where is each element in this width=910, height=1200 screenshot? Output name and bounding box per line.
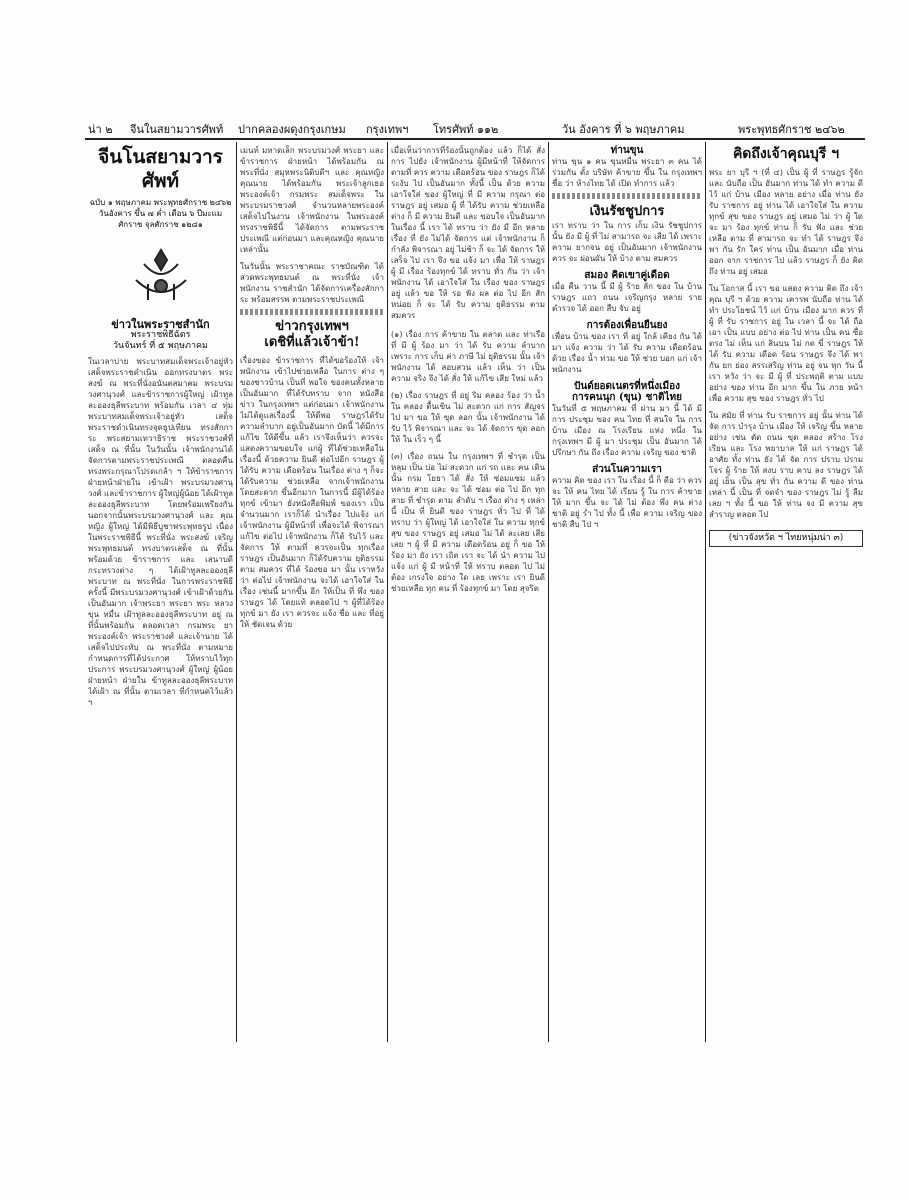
article-body: ท่าน ขุน ๑ คน ขุนหมื่น พระยา ๓ คน ได้ ร่วมกัน ตั้ง บริษัท ค้าขาย ขึ้น ใน กรุงเทพฯ ชื่อ ว่า ห้างไทย ได้ เปิด ทำการ แล้ว xyxy=(552,157,702,188)
page-label: น่า ๒ xyxy=(88,123,113,136)
section-heading: ข่าวกรุงเทพฯ xyxy=(275,319,349,334)
article-headline: การต้องเพื่อนยืนยง xyxy=(586,320,668,331)
date-line: วันจันทร์ ที่ ๕ พฤษภาคม xyxy=(113,341,208,351)
masthead-info: ศักราช จุลศักราช ๑๒๘๑ xyxy=(118,220,203,229)
article-body: (๓) เรื่อง ถนน ใน กรุงเทพฯ ที่ ชำรุด เป็น หลุม เป็น บ่อ ไม่ สะดวก แก่ รถ และ คน เดิน นั้น กรม โยธา ได้ สั่ง ให้ ซ่อมแซม แล้ว หลาย สาย และ จะ ได้ ซ่อม ต่อ ไป อีก ทุก สาย ที่ ชำรุด ตาม ลำดับ ฯ เรื่อง ต่าง ๆ เหล่านี้ เป็น ที่ ยินดี ของ ราษฎร ทั่ว ไป ที่ ได้ ทราบ ว่า ผู้ใหญ่ ได้ เอาใจใส่ ใน ความ ทุกข์ สุข ของ ราษฎร อยู่ เสมอ ไม่ ได้ ละเลย เสีย เลย ฯ ผู้ ที่ มี ความ เดือดร้อน อยู่ ก็ ขอ ให้ ร้อง มา ยัง เรา เถิด เรา จะ ได้ นำ ความ ไป แจ้ง แก่ ผู้ มี หน้าที่ ให้ ทราบ ตลอด ไป ไม่ ต้อง เกรงใจ อย่าง ใด เลย เพราะ เรา ยินดี ช่วยเหลือ ทุก คน ที่ ร้องทุกข์ มา โดย สุจริต xyxy=(391,452,545,593)
article-body: เพื่อน บ้าน ของ เรา ที่ อยู่ ใกล้ เคียง กัน ได้ มา แจ้ง ความ ว่า ได้ รับ ความ เดือดร้อน ด้วย เรื่อง น้ำ ท่วม ขอ ให้ ช่วย บอก แก่ เจ้าพนักงาน xyxy=(552,332,702,374)
article-body: ใน โอกาส นี้ เรา ขอ แสดง ความ คิด ถึง เจ้า คุณ บุรี ฯ ด้วย ความ เคารพ นับถือ ท่าน ได้ ทำ ประโยชน์ ไว้ แก่ บ้าน เมือง มาก ควร ที่ ผู้ ที่ รับ ราชการ อยู่ ใน เวลา นี้ จะ ได้ ถือ เอา เป็น แบบ อย่าง ต่อ ไป ท่าน เป็น คน ซื่อ ตรง ไม่ เห็น แก่ สินบน ไม่ กด ขี่ ราษฎร ให้ ได้ รับ ความ เดือด ร้อน ราษฎร จึง ได้ พา กัน ยก ย่อง สรรเสริญ ท่าน อยู่ จน ทุก วัน นี้ เรา หวัง ว่า จะ มี ผู้ ที่ ประพฤติ ตาม แบบ อย่าง ของ ท่าน อีก มาก ขึ้น ใน ภาย หน้า เพื่อ ความ สุข ของ ราษฎร ทั่ว ไป xyxy=(709,284,863,403)
column-5 xyxy=(709,145,863,1035)
section-label: ท่านขุน xyxy=(610,145,644,156)
era-year: พระพุทธศักราช ๒๔๖๒ xyxy=(738,123,845,136)
issue-date: วัน อังคาร ที่ ๖ พฤษภาคม xyxy=(562,123,685,136)
article-headline: ส่วนโนความเรา xyxy=(592,464,662,475)
column-2 xyxy=(240,145,384,1035)
section-heading: ข่าวในพระราชสำนัก xyxy=(111,318,210,331)
city: กรุงเทพฯ xyxy=(366,123,409,136)
article-body: เมื่อ คืน วาน นี้ มี ผู้ ร้าย ลัก ของ ใน บ้าน ราษฎร แถว ถนน เจริญกรุง หลาย ราย ตำรวจ ได้ ออก สืบ จับ อยู่ xyxy=(552,282,702,313)
article-body: ความ คิด ของ เรา ใน เรื่อง นี้ ก็ คือ ว่า ควร จะ ให้ คน ไทย ได้ เรียน รู้ ใน การ ค้าขาย ให้ มาก ขึ้น จะ ได้ ไม่ ต้อง พึ่ง คน ต่าง ชาติ อยู่ ร่ำ ไป ทั้ง นี้ เพื่อ ความ เจริญ ของ ชาติ สืบ ไป ฯ xyxy=(552,476,702,529)
section-subheading: พระราชพิธีฉัตร xyxy=(130,330,191,340)
column-divider xyxy=(548,142,549,1042)
column-divider xyxy=(387,142,388,1042)
divider-band xyxy=(240,309,384,315)
masthead-title: จีนโนสยามวารศัพท์ xyxy=(98,146,223,192)
article-body: (๒) เรื่อง ราษฎร ที่ อยู่ ริม คลอง ร้อง ว่า น้ำ ใน คลอง ตื้นเขิน ไม่ สะดวก แก่ การ สัญจร ไป มา ขอ ให้ ขุด ลอก นั้น เจ้าพนักงาน ได้ รับ ไว้ พิจารณา และ จะ ได้ จัดการ ขุด ลอก ให้ ใน เร็ว ๆ นี้ xyxy=(391,391,545,444)
divider-band xyxy=(552,193,702,199)
article-body: เรา ทราบ ว่า ใน การ เก็บ เงิน รัชชูปการ นั้น ยัง มี ผู้ ที่ ไม่ สามารถ จะ เสีย ได้ เพราะ ความ ยากจน อยู่ เป็นอันมาก เจ้าพนักงาน ควร จะ ผ่อนผัน ให้ บ้าง ตาม สมควร xyxy=(552,221,702,263)
article-body: พระ ยา บุรี ฯ (ที่ ๔) เป็น ผู้ ที่ ราษฎร รู้จัก และ นับถือ เป็น อันมาก ท่าน ได้ ทำ ความ ดี ไว้ แก่ บ้าน เมือง หลาย อย่าง เมื่อ ท่าน ยัง รับ ราชการ อยู่ ท่าน ได้ เอาใจใส่ ใน ความ ทุกข์ สุข ของ ราษฎร อยู่ เสมอ ไม่ ว่า ผู้ ใด จะ มา ร้อง ทุกข์ ท่าน ก็ รับ ฟัง และ ช่วย เหลือ ตาม ที่ สามารถ จะ ทำ ได้ ราษฎร จึง พา กัน รัก ใคร่ ท่าน เป็น อันมาก เมื่อ ท่าน ออก จาก ราชการ ไป แล้ว ราษฎร ก็ ยัง คิด ถึง ท่าน อยู่ เสมอ xyxy=(709,168,863,276)
office-location: ปากคลองผดุงกรุงเกษม xyxy=(238,123,346,136)
continuation-note: (ข่าวจังหวัด ฯ ไทยหนุ่มน่า ๓) xyxy=(709,530,863,547)
article-headline: สมอง คิดเขาคู่เดือด xyxy=(584,270,670,281)
column-4 xyxy=(552,145,702,1035)
paper-name: จีนในสยามวารศัพท์ xyxy=(130,123,224,136)
phone: โทรศัพท์ ๑๑๒ xyxy=(433,123,499,136)
masthead-info: ฉบับ ๑ พฤษภาคม พระพุทธศักราช ๒๔๖๒ xyxy=(89,198,232,207)
masthead-info: วันอังคาร ขึ้น ๗ ค่ำ เดือน ๖ ปีมะแม xyxy=(98,209,223,218)
column-1 xyxy=(88,145,233,1035)
article-body: ในเวลาบ่าย พระบาทสมเด็จพระเจ้าอยู่หัว เสด็จพระราชดำเนิน ออกทรงบาตร พระสงฆ์ ณ พระที่นั่งอนันตสมาคม พระบรมวงศานุวงศ์ และข้าราชการผู้ใหญ่ เฝ้าทูลละอองธุลีพระบาท พร้อมกัน เวลา ๔ ทุ่ม พระบาทสมเด็จพระเจ้าอยู่หัว เสด็จพระราชดำเนินทรงจุดธูปเทียน ทรงสักการะ พระสยามเทวาธิราช พระราชวงศ์ที่เสด็จ ณ ที่นั้น ในวันนั้น เจ้าพนักงานได้จัดการตามพระราชประเพณี ตลอดคืน ทรงพระกรุณาโปรดเกล้า ฯ ให้ข้าราชการฝ่ายหน้าฝ่ายใน เข้าเฝ้า พระบรมวงศานุวงศ์ และข้าราชการ ผู้ใหญ่ผู้น้อย ได้เฝ้าทูลละอองธุลีพระบาท โดยพร้อมเพรียงกัน นอกจากนั้นพระบรมวงศานุวงศ์ และ คุณหญิง ผู้ใหญ่ ได้มีพิธีบูชาพระพุทธรูป เนื่องในพระราชพิธีนี้ พระที่นั่ง พระสงฆ์ เจริญพระพุทธมนต์ ทรงบาตรเสด็จ ณ ที่นั้น พร้อมด้วย ข้าราชการ และ เสนาบดี กระทรวงต่าง ๆ ได้เฝ้าทูลละอองธุลีพระบาท ณ พระที่นั่ง ในการพระราชพิธีครั้งนี้ มีพระบรมวงศานุวงศ์ เข้าเฝ้าด้วยกัน เป็นอันมาก เจ้าพระยา พระยา พระ หลวง ขุน หมื่น เฝ้าทูลละอองธุลีพระบาท อยู่ ณ ที่นั้นพร้อมกัน ตลอดเวลา กรมพระ ยา พระองค์เจ้า พระราชวงศ์ และเจ้านาย ได้เสด็จไปประทับ ณ พระที่นั่ง ตามหมายกำหนดการที่ได้ประกาศ ให้ทราบไว้ทุกประการ พระบรมวงศานุวงศ์ ผู้ใหญ่ ผู้น้อย ฝ่ายหน้า ฝ่ายใน ข้าทูลละอองธุลีพระบาท ได้เฝ้า ณ ที่นั้น ตามเวลา ที่กำหนดไว้แล้ว ฯ xyxy=(88,357,233,707)
article-headline: เดชิที่แล้วเจ้าข้า! xyxy=(264,335,360,350)
page-header xyxy=(88,118,863,138)
article-headline: คิดถึงเจ้าคุณบุรี ฯ xyxy=(732,146,840,162)
article-headline: ปันด์ยอดเนตรที่หนึ่งเมือง xyxy=(574,381,680,392)
article-body: เรื่องของ ข้าราชการ ที่ได้ขอร้องให้ เจ้าพนักงาน เข้าไปช่วยเหลือ ในการ ต่าง ๆ ของชาวบ้าน เป็นที่ พอใจ ของคนทั้งหลายเป็นอันมาก ที่ได้รับทราบ จาก หนังสือ ข่าว ในกรุงเทพฯ แต่ก่อนมา เจ้าพนักงาน ไม่ได้ดูแลเรื่องนี้ ให้ดีพอ ราษฎรได้รับความลำบาก อยู่เป็นอันมาก บัดนี้ ได้มีการ แก้ไข ให้ดีขึ้น แล้ว เราจึงเห็นว่า ควรจะ แสดงความขอบใจ แก่ผู้ ที่ได้ช่วยเหลือในเรื่องนี้ ด้วยความ ยินดี ต่อไปอีก ราษฎร ผู้ได้รับ ความ เดือดร้อน ในเรื่อง ต่าง ๆ ก็จะได้รับความ ช่วยเหลือ จากเจ้าพนักงาน โดยสะดวก ขึ้นอีกมาก ในการนี้ มีผู้ได้ร้องทุกข์ เข้ามา ยังหนังสือพิมพ์ ของเรา เป็นจำนวนมาก เราก็ได้ นำเรื่อง ไปแจ้ง แก่ เจ้าพนักงาน ผู้มีหน้าที่ เพื่อจะได้ พิจารณา แก้ไข ต่อไป เจ้าพนักงาน ก็ได้ รับไว้ และ จัดการ ให้ ตามที่ ควรจะเป็น ทุกเรื่อง ราษฎร เป็นอันมาก ก็ได้รับความ ยุติธรรม ตาม สมควร ที่ได้ ร้องขอ มา นั้น เราหวังว่า ต่อไป เจ้าพนักงาน จะได้ เอาใจใส่ ใน เรื่อง เช่นนี้ มากขึ้น อีก ให้เป็น ที่ พึ่ง ของ ราษฎร ได้ โดยแท้ ตลอดไป ฯ ผู้ที่ได้ร้องทุกข์ มา ยัง เรา ควรจะ แจ้ง ชื่อ และ ที่อยู่ ให้ ชัดเจน ด้วย xyxy=(240,356,384,629)
article-body: เมนท์ มหาดเล็ก พระบรมวงศ์ พระยา และ ข้าราชการ ฝ่ายหน้า ได้พร้อมกัน ณ พระที่นั่ง สมุหพระนิติบดีฯ และ คุณหญิง คุณนาย ได้พร้อมกัน พระเจ้าลูกเธอ พระองค์เจ้า กรมพระ สมเด็จพระ ในพระบรมราชวงศ์ จำนวนหลายพระองค์ เสด็จไปในงาน เจ้าพนักงาน ในพระองค์ ทรงราชพิธีนี้ ได้จัดการ ตามพระราชประเพณี แต่ก่อนมา และคุณหญิง คุณนาย เหล่านั้น xyxy=(240,146,384,254)
crest-emblem xyxy=(88,244,233,311)
article-body: ในวันที่ ๕ พฤษภาคม ที่ ผ่าน มา นี้ ได้ มี การ ประชุม ของ คน ไทย ที่ สนใจ ใน การ บ้าน เมือง ณ โรงเรียน แห่ง หนึ่ง ใน กรุงเทพฯ มี ผู้ มา ประชุม เป็น อันมาก ได้ ปรึกษา กัน ถึง เรื่อง ความ เจริญ ของ ชาติ xyxy=(552,404,702,457)
column-divider xyxy=(236,142,237,1042)
article-body: (๑) เรื่อง การ ค้าขาย ใน ตลาด และ ท่าเรือ ที่ มี ผู้ ร้อง มา ว่า ได้ รับ ความ ลำบาก เพราะ การ เก็บ ค่า ภาษี ไม่ ยุติธรรม นั้น เจ้าพนักงาน ได้ สอบสวน แล้ว เห็น ว่า เป็น ความ จริง จึง ได้ สั่ง ให้ แก้ไข เสีย ใหม่ แล้ว xyxy=(391,330,545,383)
column-divider xyxy=(705,142,706,1042)
column-3 xyxy=(391,145,545,1035)
header-rule xyxy=(85,138,865,140)
article-body: ใน สมัย ที่ ท่าน รับ ราชการ อยู่ นั้น ท่าน ได้ จัด การ บำรุง บ้าน เมือง ให้ เจริญ ขึ้น หลาย อย่าง เช่น ตัด ถนน ขุด คลอง สร้าง โรง เรียน และ โรง พยาบาล ให้ แก่ ราษฎร ได้ อาศัย ทั้ง ท่าน ยัง ได้ จัด การ ปราบ ปราม โจร ผู้ ร้าย ให้ สงบ ราบ คาบ ลง ราษฎร ได้ อยู่ เย็น เป็น สุข ทั่ว กัน ความ ดี ของ ท่าน เหล่า นี้ เป็น ที่ จดจำ ของ ราษฎร ไม่ รู้ ลืม เลย ฯ ทั้ง นี้ ขอ ให้ ท่าน จง มี ความ สุข สำราญ ตลอด ไป xyxy=(709,411,863,519)
article-body: ในวันนั้น พระราชาคณะ ราชบัณฑิต ได้สวดพระพุทธมนต์ ณ พระที่นั่ง เจ้าพนักงาน ราชสำนัก ได้จัดการเครื่องสักการะ พร้อมสรรพ ตามพระราชประเพณี xyxy=(240,262,384,304)
article-headline: การคนนุก (ขุน) ชาติไทย xyxy=(572,392,682,403)
article-headline: เงินรัชชูปการ xyxy=(589,204,665,219)
article-body: เมื่อเห็นว่าการที่ร้องนั้นถูกต้อง แล้ว ก็ได้ สั่งการ ไปยัง เจ้าพนักงาน ผู้มีหน้าที่ ให้จัดการ ตามที่ ควร ความ เดือดร้อน ของ ราษฎร ก็ได้ ระงับ ไป เป็นอันมาก ทั้งนี้ เป็น ด้วย ความ เอาใจใส่ ของ ผู้ใหญ่ ที่ มี ความ กรุณา ต่อ ราษฎร อยู่ เสมอ ผู้ ที่ ได้รับ ความ ช่วยเหลือ ต่าง ก็ มี ความ ยินดี และ ขอบใจ เป็นอันมาก ในเรื่อง นี้ เรา ได้ ทราบ ว่า ยัง มี อีก หลาย เรื่อง ที่ ยัง ไม่ได้ จัดการ แต่ เจ้าพนักงาน ก็ กำลัง พิจารณา อยู่ ไม่ช้า ก็ จะ ได้ จัดการ ให้ เสร็จ ไป เรา จึง ขอ แจ้ง มา เพื่อ ให้ ราษฎร ผู้ มี เรื่อง ร้องทุกข์ ได้ ทราบ ทั่ว กัน ว่า เจ้าพนักงาน ได้ เอาใจใส่ ใน เรื่อง ของ ราษฎร อยู่ แล้ว ขอ ให้ รอ ฟัง ผล ต่อ ไป อีก สัก หน่อย ก็ จะ ได้ รับ ความ ยุติธรรม ตาม สมควร xyxy=(391,146,545,320)
